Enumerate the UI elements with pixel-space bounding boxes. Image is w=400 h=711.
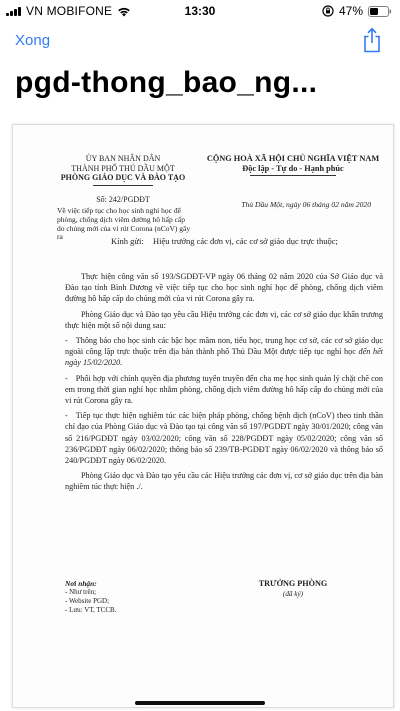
bullet-2-text: Phối hợp với chính quyền địa phương tuyên truyền đến cha mẹ học sinh quản lý chặt chẽ con em trong thời gian nghỉ học nhằm phòng, chống dịch viêm đường hô hấp cấp do chủng mới của vi rút Corona gây ra. xyxy=(65,373,383,406)
recipient-item-1: - Như trên; xyxy=(65,588,97,596)
status-bar xyxy=(0,0,400,22)
motto-rule xyxy=(250,175,336,176)
paragraph-2: Phòng Giáo dục và Đào tạo yêu cầu Hiệu trưởng các đơn vị, các cơ sở giáo dục khẩn trương thực hiện một số nội dung sau: xyxy=(65,309,383,330)
paragraph-3: Phòng Giáo dục và Đào tạo yêu cầu các Hiệu trưởng các đơn vị, cơ sở giáo dục trên địa bàn nghiêm túc thực hiện ./. xyxy=(65,471,383,492)
paragraph-1: Thực hiện công văn số 193/SGDĐT-VP ngày 06 tháng 02 năm 2020 của Sở Giáo dục và Đào tạo tỉnh Bình Dương về việc tiếp tục cho học sinh nghỉ học để phòng, chống dịch viêm đường hô hấp cấp do chủng mới của vi rút Corona gây ra. xyxy=(65,272,383,304)
document-body xyxy=(65,271,383,497)
done-button[interactable]: Xong xyxy=(15,32,51,49)
national-header-block xyxy=(203,154,383,210)
signed-note: (đã ký) xyxy=(282,590,304,598)
battery-icon xyxy=(368,6,392,17)
status-time: 13:30 xyxy=(184,4,216,18)
bullet-1-text: Thông báo cho học sinh các bậc học mầm non, tiểu học, trung học cơ sở, các cơ sở giáo dục ngoài công lập trực thuộc trên địa bàn thành phố Thủ Dầu Một được tiếp tục nghỉ học xyxy=(65,336,383,357)
list-item: - Thông báo cho học sinh các bậc học mầm non, tiểu học, trung học cơ sở, các cơ sở giáo dục ngoài công lập trực thuộc trên địa bàn thành phố Thủ Dầu Một được tiếp tục nghỉ học đến hết ngày 15/02/2020. xyxy=(65,336,383,368)
status-right xyxy=(322,4,392,18)
bullet-1-deadline: đến hết ngày 15/02/2020. xyxy=(65,347,383,368)
signer-title: TRƯỞNG PHÒNG xyxy=(258,579,328,588)
agency-line-1: ỦY BAN NHÂN DÂN xyxy=(85,154,161,163)
reference-number: Số: 242/PGDĐT xyxy=(96,194,150,204)
recipient-label: Kính gửi: xyxy=(111,236,144,246)
signature-block xyxy=(233,579,353,599)
recipients-list xyxy=(65,579,205,615)
document-date: Thủ Dầu Một, ngày 06 tháng 02 năm 2020 xyxy=(241,200,371,209)
recipient-block xyxy=(111,236,363,247)
agency-line-2: THÀNH PHỐ THỦ DẦU MỘT xyxy=(71,163,175,173)
document-title: pgd-thong_bao_ng... xyxy=(15,66,318,99)
share-icon[interactable] xyxy=(362,27,382,53)
agency-line-3: PHÒNG GIÁO DỤC VÀ ĐÀO TẠO xyxy=(60,173,186,182)
bullet-3-text: Tiếp tục thực hiện nghiêm túc các biện pháp phòng, chống bệnh dịch (nCoV) theo tinh thần chỉ đạo của Phòng Giáo dục và Đào tạo tại công văn số 197/PGDĐT ngày 30/01/2020; công văn số 216/PGDĐT ngày 03/02/2020; công văn số 228/PGDĐT ngày 05/02/2020; công văn số 236/PGDĐT ngày 06/02/2020; thông báo số 239/TB-PGDĐT ngày 06/02/2020 và thông báo số 240/PGDĐT ngày 06/02/2020. xyxy=(65,411,383,466)
recipient-item-2: - Website PGD; xyxy=(65,597,110,605)
recipient-item-3: - Lưu: VT, TCCB. xyxy=(65,606,117,614)
recipients-label: Nơi nhận: xyxy=(65,579,97,588)
national-motto: Độc lập - Tự do - Hạnh phúc xyxy=(242,164,344,173)
battery-percent: 47% xyxy=(338,4,363,18)
carrier-name: VN MOBIFONE xyxy=(26,4,113,18)
document-page xyxy=(12,124,394,708)
country-line: CỘNG HOÀ XÃ HỘI CHỦ NGHĨA VIỆT NAM xyxy=(206,154,380,163)
agency-rule xyxy=(93,185,153,186)
home-indicator[interactable] xyxy=(135,701,265,705)
rotation-lock-icon xyxy=(322,5,334,17)
document-subject: Về việc tiếp tục cho học sinh nghỉ học để phòng, chống dịch viêm đường hô hấp cấp do chủng mới của vi rút Corona (nCoV) gây ra xyxy=(57,206,191,242)
list-item: - Phối hợp với chính quyền địa phương tuyên truyền đến cha mẹ học sinh quản lý chặt chẽ con em trong thời gian nghỉ học nhằm phòng, chống dịch viêm đường hô hấp cấp do chủng mới của vi rút Corona gây ra. xyxy=(65,373,383,406)
list-item: - Tiếp tục thực hiện nghiêm túc các biện pháp phòng, chống bệnh dịch (nCoV) theo tinh thần chỉ đạo của Phòng Giáo dục và Đào tạo tại công văn số 197/PGDĐT ngày 30/01/2020; công văn số 216/PGDĐT ngày 03/02/2020; công văn số 228/PGDĐT ngày 05/02/2020; công văn số 236/PGDĐT ngày 06/02/2020; thông báo số 239/TB-PGDĐT ngày 06/02/2020 và thông báo số 240/PGDĐT ngày 06/02/2020. xyxy=(65,411,383,466)
nav-bar xyxy=(0,22,400,60)
recipient-text: Hiệu trưởng các đơn vị, các cơ sở giáo dục trực thuộc; xyxy=(153,236,338,246)
issuing-agency-block xyxy=(53,154,193,242)
